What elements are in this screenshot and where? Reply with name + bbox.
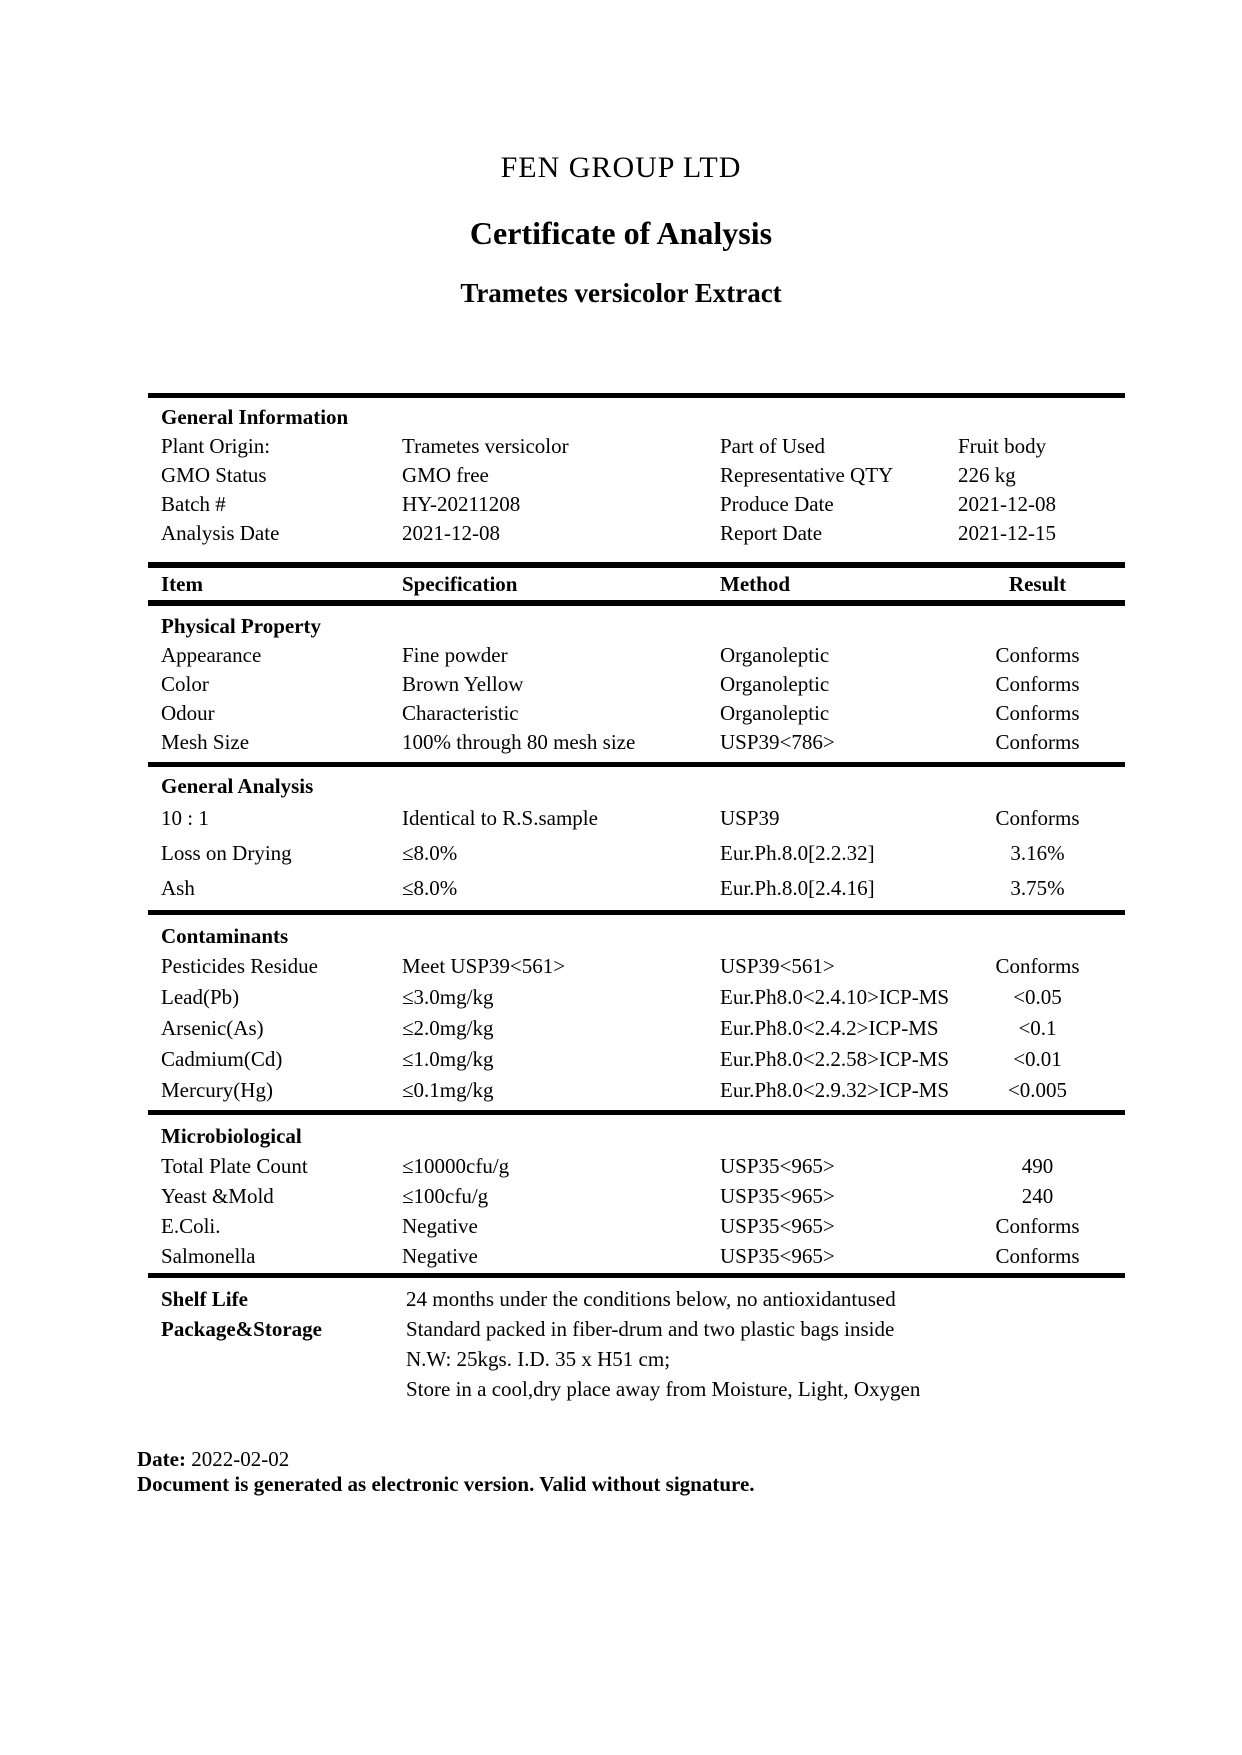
cell-specification: Negative [402,1214,478,1238]
cell-result: 490 [1021,1154,1054,1178]
general-analysis-section [148,767,1125,910]
cell-label: Report Date [720,521,823,545]
document-footer [137,1447,755,1497]
table-row [148,836,1125,871]
empty-cell [148,1344,400,1374]
cell-result: Conforms [995,1214,1080,1238]
cell-method: Eur.Ph.8.0[2.2.32] [720,841,875,865]
cell-result: Conforms [995,1244,1080,1268]
cell-specification: Fine powder [402,643,508,667]
microbiological-section [148,1115,1125,1273]
cell-result: Conforms [995,643,1080,667]
section-title: Contaminants [161,924,289,948]
cell-method: Eur.Ph8.0<2.9.32>ICP-MS [720,1078,950,1102]
cell-specification: Brown Yellow [402,672,524,696]
table-row [148,728,1125,757]
date-line [137,1447,755,1472]
column-header-row [148,568,1125,600]
cell-method: USP39<786> [720,730,835,754]
empty-cell [148,1374,400,1404]
cell-specification: ≤1.0mg/kg [402,1047,494,1071]
cell-item: Salmonella [161,1244,256,1268]
cell-item: 10 : 1 [161,806,209,830]
cell-item: Ash [161,876,195,900]
cell-item: E.Coli. [161,1214,221,1238]
cell-label: Batch # [161,492,226,516]
date-label: Date: [137,1447,186,1471]
cell-label: Produce Date [720,492,834,516]
package-storage-value: Standard packed in fiber-drum and two plastic bags inside [406,1317,895,1341]
cell-item: Total Plate Count [161,1154,308,1178]
cell-item: Arsenic(As) [161,1016,264,1040]
general-information-section [148,398,1125,562]
cell-value: 2021-12-08 [958,492,1056,516]
cell-result: Conforms [995,806,1080,830]
cell-label: GMO Status [161,463,267,487]
cell-value: 226 kg [958,463,1016,487]
cell-item: Appearance [161,643,262,667]
section-title: General Analysis [161,774,314,798]
table-row [148,1013,1125,1044]
column-header-specification: Specification [402,572,518,596]
shelf-life-label: Shelf Life [161,1287,248,1311]
cell-method: USP35<965> [720,1184,835,1208]
cell-result: 240 [1021,1184,1054,1208]
cell-result: Conforms [995,701,1080,725]
document-title: Certificate of Analysis [469,215,773,251]
cell-label: Part of Used [720,434,825,458]
cell-item: Odour [161,701,215,725]
cell-specification: 100% through 80 mesh size [402,730,636,754]
table-row [148,1181,1125,1211]
physical-property-section [148,606,1125,762]
cell-value: 2021-12-15 [958,521,1056,545]
storage-section [148,1278,1125,1404]
cell-item: Cadmium(Cd) [161,1047,283,1071]
cell-method: Eur.Ph8.0<2.4.10>ICP-MS [720,985,950,1009]
cell-label: Representative QTY [720,463,894,487]
cell-method: Eur.Ph8.0<2.4.2>ICP-MS [720,1016,939,1040]
company-name: FEN GROUP LTD [500,151,742,184]
cell-specification: ≤8.0% [402,876,458,900]
table-row [148,1314,1125,1344]
cell-method: USP35<965> [720,1214,835,1238]
column-header-item: Item [161,572,203,596]
cell-result: <0.005 [1007,1078,1068,1102]
column-header-method: Method [720,572,790,596]
table-row [148,1374,1125,1404]
table-row [148,1284,1125,1314]
cell-result: <0.1 [1018,1016,1057,1040]
cell-method: USP35<965> [720,1154,835,1178]
cell-result: Conforms [995,954,1080,978]
cell-item: Color [161,672,209,696]
package-storage-label: Package&Storage [161,1317,322,1341]
cell-value: Fruit body [958,434,1047,458]
cell-value: Trametes versicolor [402,434,569,458]
table-row [148,1241,1125,1271]
table-row [148,1151,1125,1181]
cell-value: 2021-12-08 [402,521,500,545]
table-row [148,801,1125,836]
cell-value: GMO free [402,463,489,487]
table-row [148,641,1125,670]
cell-method: Eur.Ph.8.0[2.4.16] [720,876,875,900]
cell-specification: ≤10000cfu/g [402,1154,510,1178]
cell-result: 3.75% [1010,876,1065,900]
cell-specification: ≤0.1mg/kg [402,1078,494,1102]
cell-method: Organoleptic [720,643,830,667]
product-name: Trametes versicolor Extract [460,278,782,308]
table-row [148,1075,1125,1106]
cell-item: Mercury(Hg) [161,1078,273,1102]
cell-specification: Characteristic [402,701,519,725]
section-title: General Information [161,405,349,429]
cell-method: Organoleptic [720,672,830,696]
cell-specification: ≤2.0mg/kg [402,1016,494,1040]
cell-method: Eur.Ph8.0<2.2.58>ICP-MS [720,1047,950,1071]
table-row [148,432,1125,461]
cell-method: Organoleptic [720,701,830,725]
table-row [148,699,1125,728]
coa-table [148,393,1125,1404]
cell-item: Lead(Pb) [161,985,240,1009]
cell-specification: Identical to R.S.sample [402,806,598,830]
cell-item: Yeast &Mold [161,1184,274,1208]
table-row [148,1044,1125,1075]
shelf-life-value: 24 months under the conditions below, no antioxidantused [406,1287,896,1311]
table-row [148,951,1125,982]
cell-specification: ≤3.0mg/kg [402,985,494,1009]
cell-method: USP35<965> [720,1244,835,1268]
cell-specification: ≤100cfu/g [402,1184,489,1208]
cell-method: USP39 [720,806,780,830]
cell-method: USP39<561> [720,954,835,978]
table-row [148,490,1125,519]
cell-result: Conforms [995,672,1080,696]
table-row [148,670,1125,699]
cell-value: HY-20211208 [402,492,521,516]
section-title: Physical Property [161,614,322,638]
cell-specification: Meet USP39<561> [402,954,566,978]
cell-label: Analysis Date [161,521,280,545]
package-storage-line3: Store in a cool,dry place away from Moisture, Light, Oxygen [406,1377,921,1401]
section-title: Microbiological [161,1124,302,1148]
table-row [148,1211,1125,1241]
cell-item: Pesticides Residue [161,954,318,978]
table-row [148,519,1125,548]
package-storage-line2: N.W: 25kgs. I.D. 35 x H51 cm; [406,1347,671,1371]
cell-specification: Negative [402,1244,478,1268]
contaminants-section [148,915,1125,1110]
cell-result: Conforms [995,730,1080,754]
cell-result: 3.16% [1010,841,1065,865]
validity-note: Document is generated as electronic version. Valid without signature. [137,1472,755,1496]
cell-label: Plant Origin: [161,434,271,458]
date-value: 2022-02-02 [191,1447,290,1471]
column-header-result: Result [1008,572,1067,596]
cell-specification: ≤8.0% [402,841,458,865]
cell-result: <0.05 [1013,985,1062,1009]
table-row [148,982,1125,1013]
cell-result: <0.01 [1013,1047,1062,1071]
cell-item: Mesh Size [161,730,250,754]
cell-item: Loss on Drying [161,841,292,865]
table-row [148,1344,1125,1374]
table-row [148,461,1125,490]
table-row [148,871,1125,906]
